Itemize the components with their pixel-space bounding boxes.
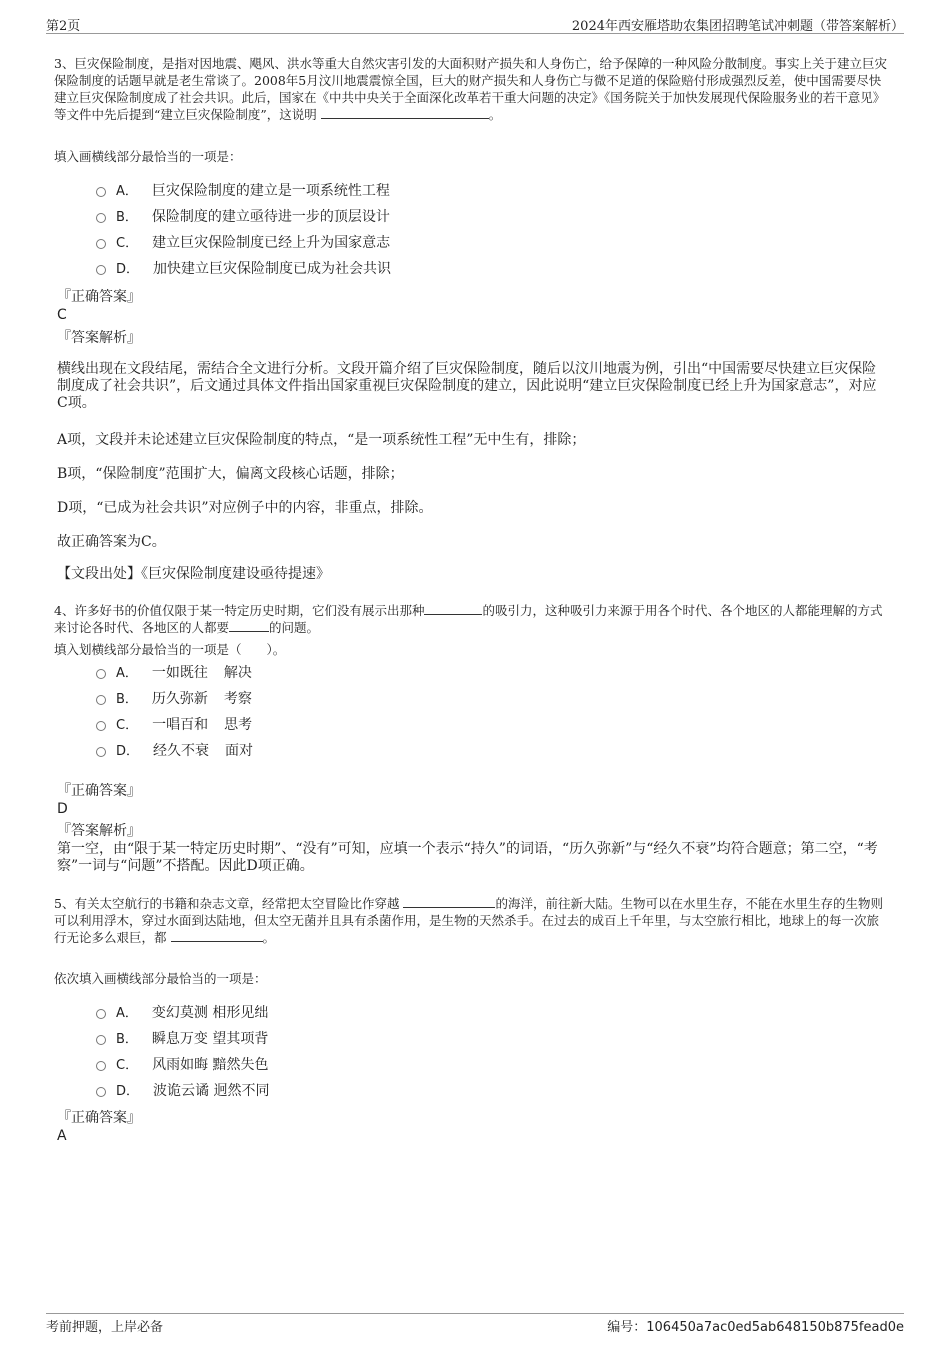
page-number: 第2页 [46, 19, 81, 34]
option-text: 巨灾保险制度的建立是一项系统性工程 [151, 183, 390, 199]
q4-option-d[interactable] [96, 741, 253, 761]
q3-blank [321, 106, 489, 119]
q3-answer-label: 『正确答案』 [57, 289, 141, 305]
q3-analysis-2: A项，文段并未论述建立巨灾保险制度的特点，“是一项系统性工程”无中生有，排除； [57, 432, 586, 448]
option-key: B． [116, 692, 138, 707]
option-key: C． [116, 236, 139, 251]
option-text: 风雨如晦 黯然失色 [152, 1057, 269, 1073]
q3-analysis-4: D项，“已成为社会共识”对应例子中的内容，非重点，排除。 [57, 500, 433, 516]
q3-stem-end: 。 [488, 107, 502, 122]
q3-analysis-3: B项，“保险制度”范围扩大，偏离文段核心话题，排除； [57, 466, 404, 482]
radio-icon[interactable] [96, 239, 106, 249]
q3-analysis-label: 『答案解析』 [57, 330, 141, 346]
q4-option-a[interactable] [96, 663, 252, 683]
q3-answer: C [57, 307, 67, 323]
option-key: C． [116, 1058, 139, 1073]
q4-stem-c: 的问题。 [269, 620, 320, 635]
option-text: 建立巨灾保险制度已经上升为国家意志 [152, 235, 391, 251]
q3-option-c[interactable] [96, 233, 390, 253]
q3-analysis-1: 横线出现在文段结尾，需结合全文进行分析。文段开篇介绍了巨灾保险制度，随后以汶川地震为例，引出“中国需要尽快建立巨灾保险制度成了社会共识”，后文通过具体文件指出国家重视巨灾保险制度的建立，因此说明“建立巨灾保险制度已经上升为国家意志”，对应C项。 [57, 361, 877, 411]
q5-option-d[interactable] [96, 1081, 269, 1101]
option-word-2: 解决 [223, 665, 252, 681]
q5-option-b[interactable] [96, 1029, 268, 1049]
q3-source: 【文段出处】《巨灾保险制度建设亟待提速》 [57, 566, 330, 582]
q4-analysis-label: 『答案解析』 [57, 823, 141, 839]
q5-option-c[interactable] [96, 1055, 269, 1075]
q4-answer-label: 『正确答案』 [57, 783, 141, 799]
q3-option-a[interactable] [96, 181, 390, 201]
option-text: 瞬息万变 望其项背 [151, 1031, 269, 1047]
option-text: 加快建立巨灾保险制度已成为社会共识 [153, 261, 392, 277]
radio-icon[interactable] [96, 1087, 106, 1097]
q4-option-b[interactable] [96, 689, 252, 709]
option-word-1: 一唱百和 [152, 717, 209, 733]
q3-option-b[interactable] [96, 207, 390, 227]
option-key: A． [116, 666, 138, 681]
option-text: 保险制度的建立亟待进一步的顶层设计 [151, 209, 390, 225]
q4-option-c[interactable] [96, 715, 252, 735]
code-value: 106450a7ac0ed5ab648150b875fead0e [646, 1320, 904, 1335]
q5-blank-1 [403, 895, 495, 908]
radio-icon[interactable] [96, 1035, 106, 1045]
q5-answer-label: 『正确答案』 [57, 1110, 141, 1126]
option-text: 波诡云谲 迥然不同 [153, 1083, 270, 1099]
q5-blank-2 [171, 929, 263, 942]
option-word-2: 考察 [223, 691, 252, 707]
radio-icon[interactable] [96, 747, 106, 757]
option-word-2: 思考 [224, 717, 253, 733]
radio-icon[interactable] [96, 213, 106, 223]
option-key: A． [116, 184, 138, 199]
option-key: D． [116, 262, 140, 277]
q3-stem-text: 3、巨灾保险制度，是指对因地震、飓风、洪水等重大自然灾害引发的大面积财产损失和人身伤亡，给予保障的一种风险分散制度。事实上关于建立巨灾保险制度的话题早就是老生常谈了。2008年5月汶川地震震惊全国，巨大的财产损失和人身伤亡与微不足道的保险赔付形成强烈反差，使中国需要尽快建立巨灾保险制度成了社会共识。此后，国家在《中共中央关于全面深化改革若干重大问题的决定》《国务院关于加快发展现代保险服务业的若干意见》等文件中先后提到“建立巨灾保险制度”，这说明 [54, 56, 887, 122]
q4-stem-a: 4、许多好书的价值仅限于某一特定历史时期，它们没有展示出那种 [54, 603, 425, 618]
radio-icon[interactable] [96, 1061, 106, 1071]
option-key: D． [116, 744, 140, 759]
q5-answer: A [57, 1128, 67, 1144]
page-header [46, 13, 904, 34]
code-label: 编号： [607, 1320, 647, 1335]
q4-stem-b: 的吸引力，这种吸引力来源于用各个时代、各个地区的人都能理解的方式来讨论各时代、各地区的人都要 [54, 603, 883, 635]
footer-slogan: 考前押题，上岸必备 [46, 1320, 164, 1335]
q4-prompt: 填入划横线部分最恰当的一项是（ ）。 [54, 642, 286, 657]
option-key: A． [116, 1006, 138, 1021]
option-word-2: 面对 [225, 743, 254, 759]
q3-option-d[interactable] [96, 259, 391, 279]
page-footer [46, 1313, 904, 1336]
q5-option-a[interactable] [96, 1003, 268, 1023]
q5-stem-c: 。 [262, 930, 276, 945]
q3-prompt: 填入画横线部分最恰当的一项是： [54, 149, 242, 164]
q3-analysis-5: 故正确答案为C。 [57, 534, 166, 550]
radio-icon[interactable] [96, 695, 106, 705]
q5-stem [54, 895, 889, 946]
q5-stem-b: 的海洋，前往新大陆。生物可以在水里生存，不能在水里生存的生物则可以利用浮木，穿过水面到达陆地，但太空无菌并且具有杀菌作用，是生物的天然杀手。在过去的成百上千年里，与太空旅行相比，地球上的每一次旅行无论多么艰巨，都 [54, 896, 883, 945]
q4-stem [54, 602, 889, 636]
q4-blank-2 [229, 619, 269, 632]
option-key: B． [116, 1032, 138, 1047]
radio-icon[interactable] [96, 721, 106, 731]
radio-icon[interactable] [96, 265, 106, 275]
option-word-1: 经久不衰 [153, 743, 210, 759]
option-word-1: 历久弥新 [151, 691, 208, 707]
q5-stem-a: 5、有关太空航行的书籍和杂志文章，经常把太空冒险比作穿越 [54, 896, 400, 911]
q5-prompt: 依次填入画横线部分最恰当的一项是： [54, 971, 267, 986]
radio-icon[interactable] [96, 187, 106, 197]
q4-blank-1 [424, 602, 482, 615]
q3-stem [54, 55, 889, 123]
option-word-1: 一如既往 [151, 665, 208, 681]
q4-answer: D [57, 801, 68, 817]
document-title: 2024年西安雁塔助农集团招聘笔试冲刺题（带答案解析） [571, 19, 904, 34]
radio-icon[interactable] [96, 669, 106, 679]
footer-code [607, 1316, 904, 1335]
option-key: C． [116, 718, 139, 733]
option-key: B． [116, 210, 138, 225]
q4-analysis: 第一空，由“限于某一特定历史时期”、“没有”可知，应填一个表示“持久”的词语，“历久弥新”与“经久不衰”均符合题意；第二空，“考察”一词与“问题”不搭配。因此D项正确。 [57, 841, 878, 874]
option-text: 变幻莫测 相形见绌 [151, 1005, 269, 1021]
radio-icon[interactable] [96, 1009, 106, 1019]
option-key: D． [116, 1084, 140, 1099]
